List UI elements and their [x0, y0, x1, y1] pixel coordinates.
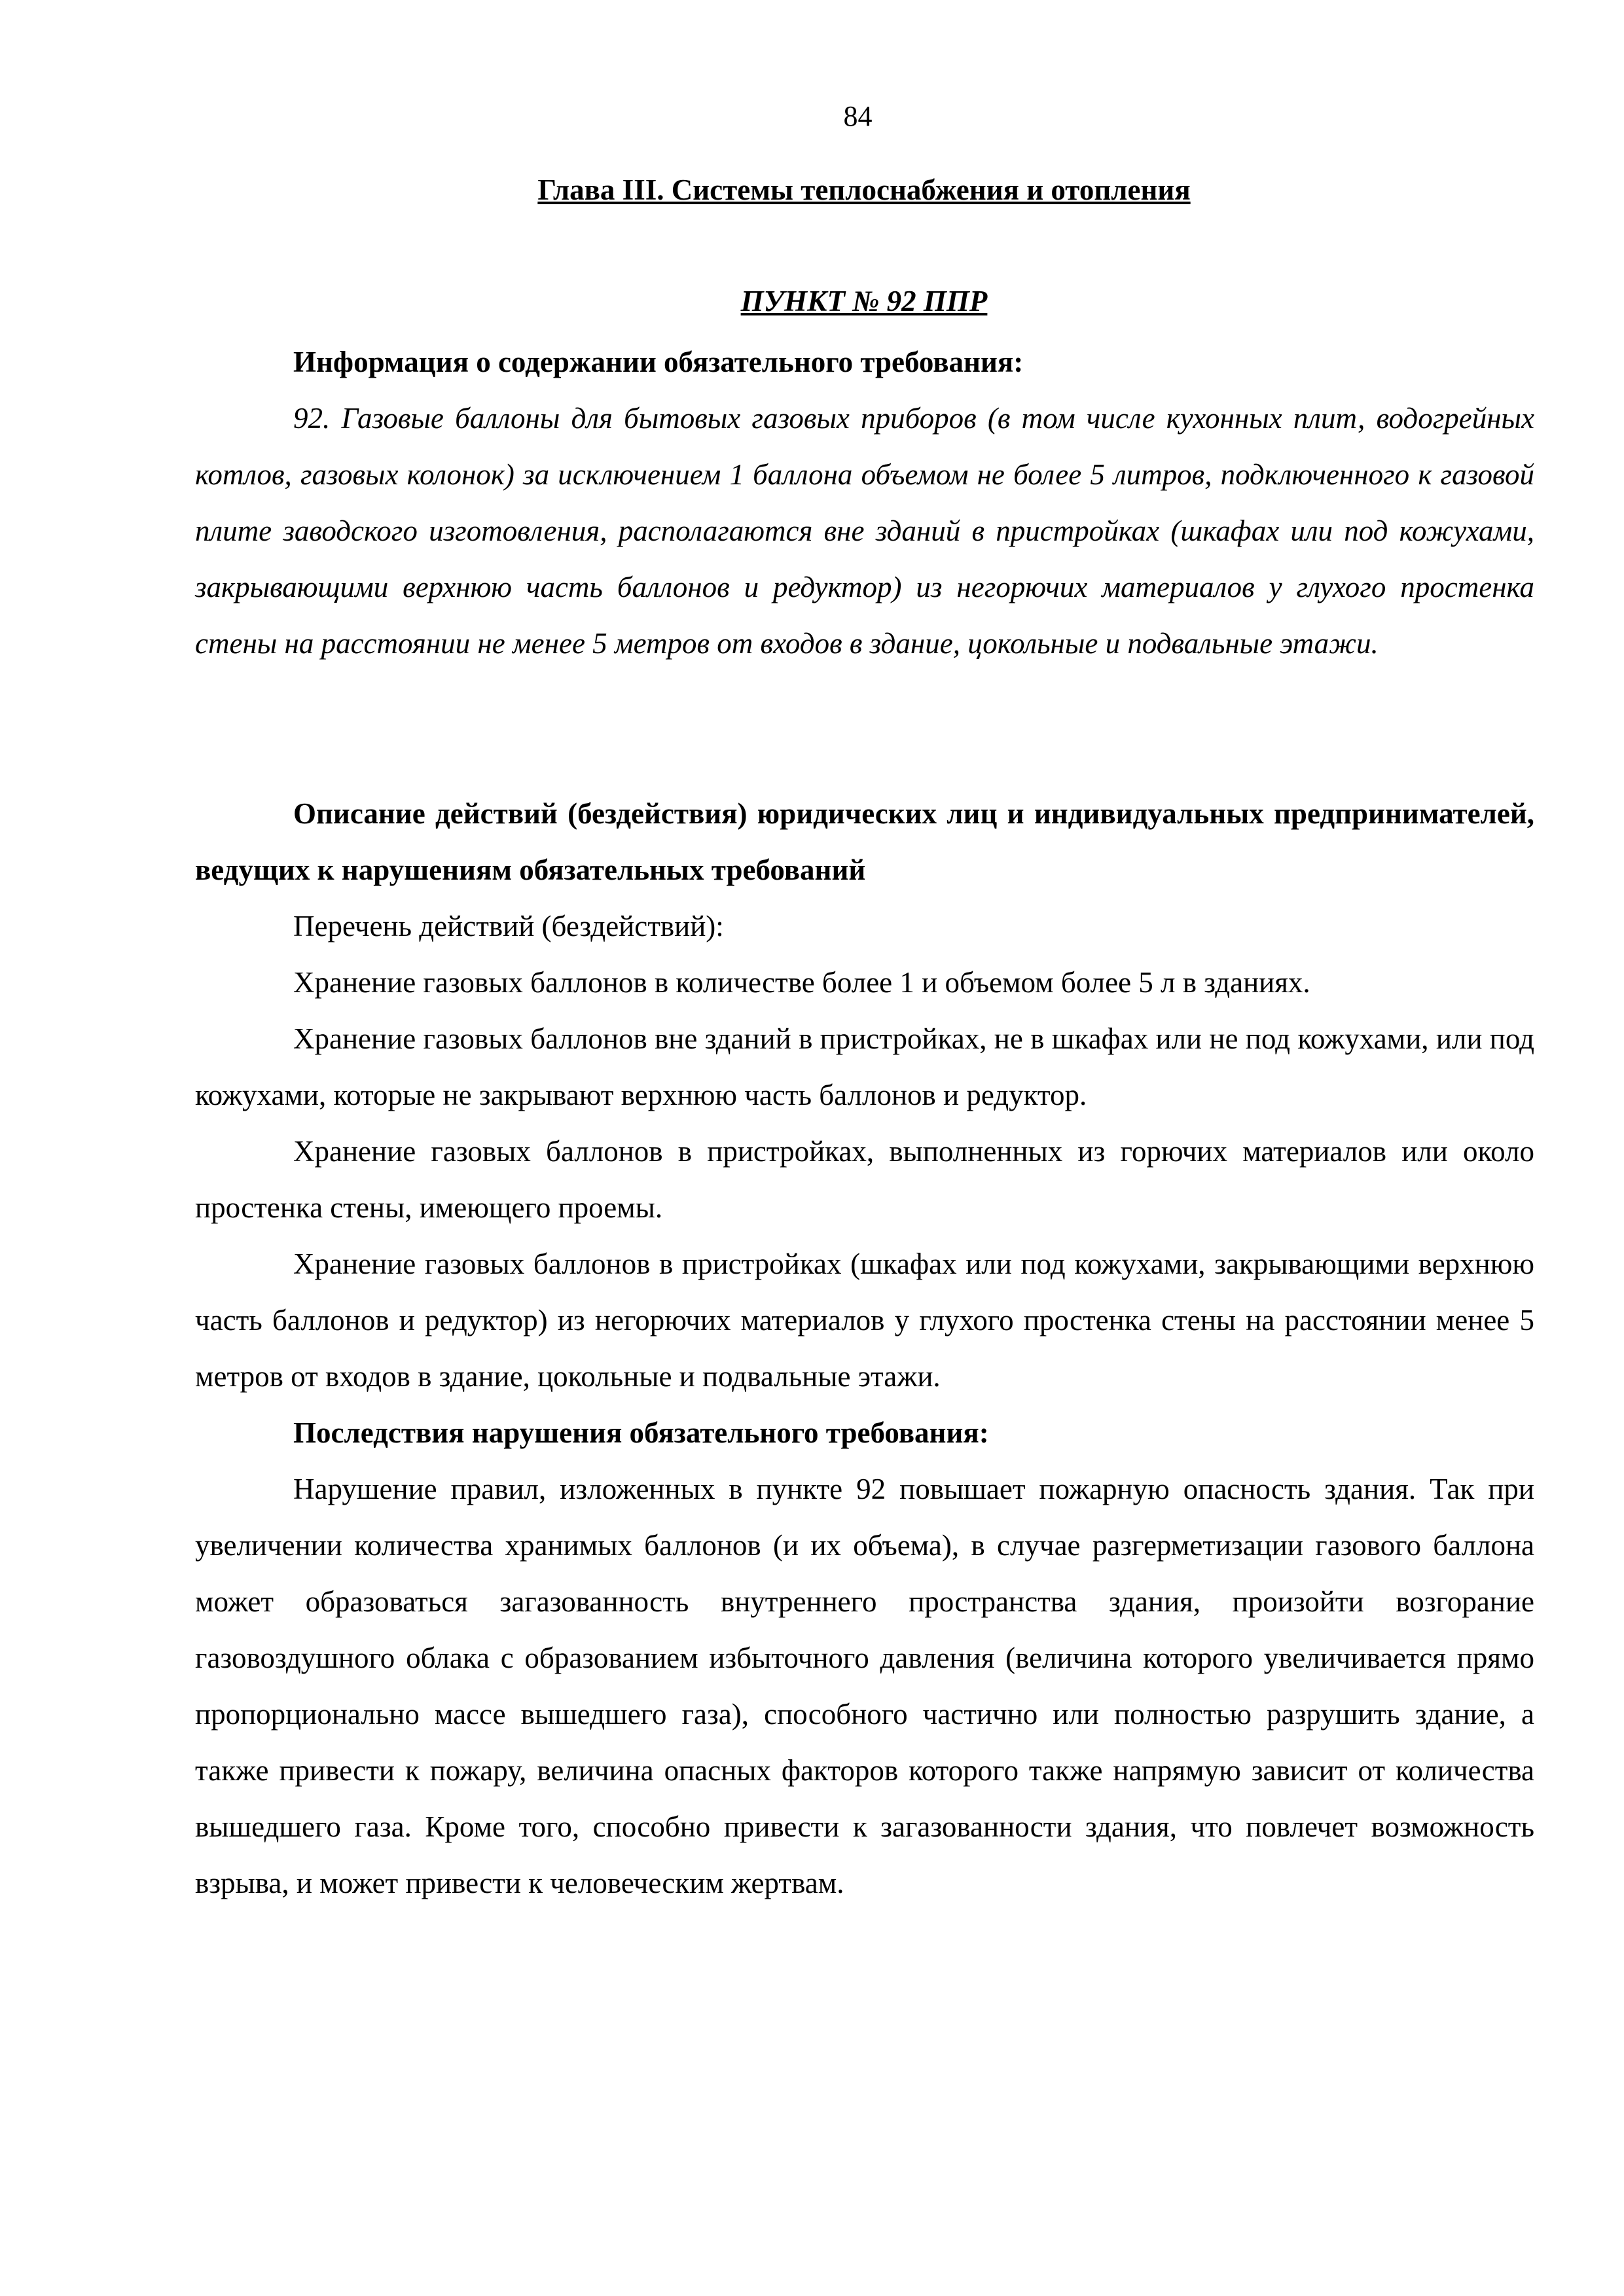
action-item: Хранение газовых баллонов в пристройках, выполненных из горючих материалов или около простенка стены, имеющего проемы.: [195, 1135, 1534, 1224]
chapter-title: Глава III. Системы теплоснабжения и отопления: [537, 173, 1191, 206]
consequences-text: Нарушение правил, изложенных в пункте 92 повышает пожарную опасность здания. Так при увеличении количества хранимых баллонов (и их объема), в случае разгерметизации газового баллона может образоваться загазованность внутреннего пространства здания, произойти возгорание газовоздушного облака с образованием избыточного давления (величина которого увеличивается прямо пропорционально массе вышедшего газа), способного частично или полностью разрушить здание, а также привести к пожару, величина опасных факторов которого также напрямую зависит от количества вышедшего газа. Кроме того, способно привести к загазованности здания, что повлечет возможность взрыва, и может привести к человеческим жертвам.: [195, 1473, 1534, 1899]
actions-heading: Описание действий (бездействия) юридических лиц и индивидуальных предпринимателей, ведущих к нарушениям обязательных требований: [195, 797, 1534, 886]
action-item: Хранение газовых баллонов в пристройках (шкафах или под кожухами, закрывающими верхнюю часть баллонов и редуктор) из негорючих материалов у глухого простенка стены на расстоянии менее 5 метров от входов в здание, цокольные и подвальные этажи.: [195, 1247, 1534, 1393]
action-item: Хранение газовых баллонов вне зданий в пристройках, не в шкафах или не под кожухами, или под кожухами, которые не закрывают верхнюю часть баллонов и редуктор.: [195, 1022, 1534, 1111]
requirement-info-block: [195, 334, 1534, 672]
action-item: Хранение газовых баллонов в количестве более 1 и объемом более 5 л в зданиях.: [293, 966, 1310, 999]
requirement-text: 92. Газовые баллоны для бытовых газовых приборов (в том числе кухонных плит, водогрейных котлов, газовых колонок) за исключением 1 баллона объемом не более 5 литров, подключенного к газовой плите заводского изготовления, располагаются вне зданий в пристройках (шкафах или под кожухами, закрывающими верхнюю часть баллонов и редуктор) из негорючих материалов у глухого простенка стены на расстоянии не менее 5 метров от входов в здание, цокольные и подвальные этажи.: [195, 402, 1534, 660]
actions-block: [195, 785, 1534, 1911]
section-title: ПУНКТ № 92 ППР: [740, 285, 988, 317]
page-number: 84: [843, 100, 873, 132]
actions-list-intro: Перечень действий (бездействий):: [293, 910, 724, 942]
consequences-heading: Последствия нарушения обязательного требования:: [293, 1416, 989, 1449]
info-heading: Информация о содержании обязательного требования:: [293, 346, 1024, 378]
